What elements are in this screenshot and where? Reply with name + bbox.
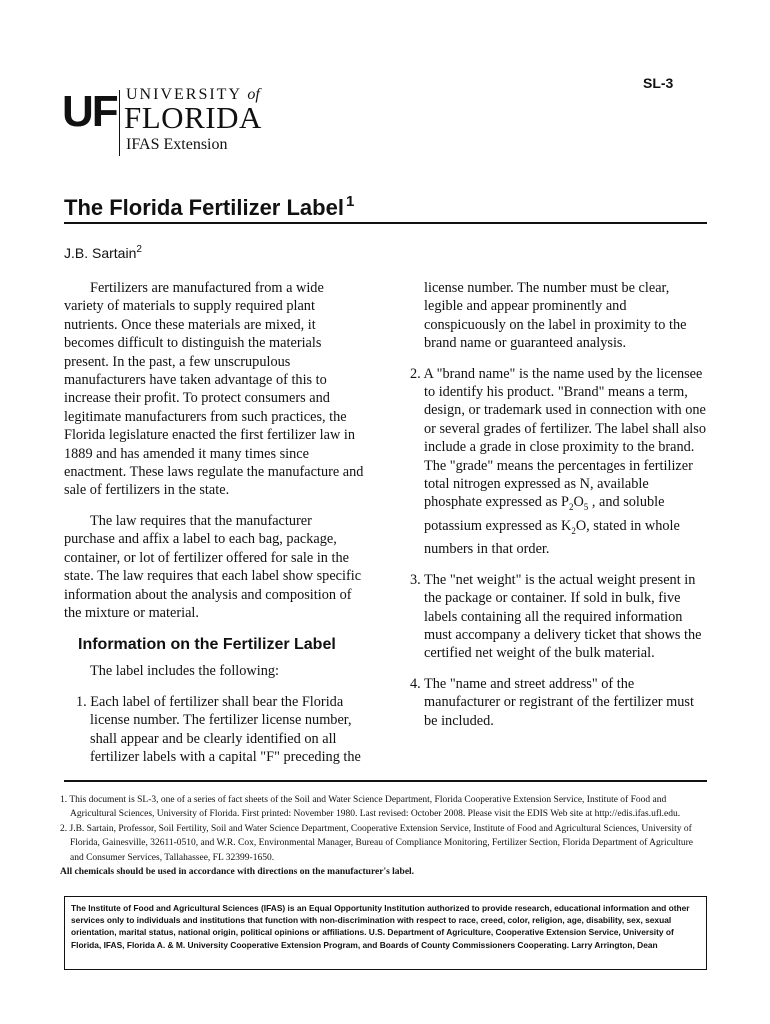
footnotes xyxy=(60,793,706,879)
author-line xyxy=(64,244,142,261)
logo-university: UNIVERSITY xyxy=(126,86,242,103)
list-item-2-text-c: , and soluble potassium expressed as K xyxy=(424,494,665,534)
list-item-2-text-b: O xyxy=(573,494,584,511)
title-text: The Florida Fertilizer Label xyxy=(64,195,344,220)
footnote-2: 2. J.B. Sartain, Professor, Soil Fertility, Soil and Water Science Department, Cooperative Extension Service, Institute of Food and Agricultural Sciences, University of Florida, Gainesville, 32611-0510, and W.R. Cox, Environmental Manager, Bureau of Compliance Monitoring, Fertilizer Section, Florida Department of Agriculture and Consumer Services, Tallahassee, FL 32399-1650. xyxy=(60,823,693,863)
author-name: J.B. Sartain xyxy=(64,245,137,261)
title-rule xyxy=(64,222,707,224)
left-column xyxy=(64,279,364,766)
page-title xyxy=(64,193,354,221)
footnote-1: 1. This document is SL-3, one of a series of fact sheets of the Soil and Water Science Department, Florida Cooperative Extension Service, Institute of Food and Agricultural Sciences, University of Florida. First printed: November 1980. Last revised: October 2008. Please visit the EDIS Web site at http://edis.ifas.ufl.edu. xyxy=(60,795,681,820)
intro-paragraph: Fertilizers are manufactured from a wide variety of materials to supply required plant nutrients. Once these materials are mixed, it becomes difficult to distinguish the materials present. In the past, a few unscrupulous manufacturers have taken advantage of this to increase their profit. To protect consumers and legitimate manufacturers from such practices, the Florida legislature enacted the first fertilizer law in 1889 and has amended it many times since enactment. These laws regulate the manufacture and sale of fertilizers in the state. xyxy=(64,280,364,499)
list-item-1: 1. Each label of fertilizer shall bear the Florida license number. The fertilizer license number, shall appear and be clearly identified on all fertilizer labels with a capital "F" preceding the xyxy=(76,693,361,765)
footnote-rule xyxy=(64,780,707,782)
logo-ifas-extension: IFAS Extension xyxy=(126,136,228,153)
list-item-3: 3. The "net weight" is the actual weight present in the package or container. If sold in bulk, five labels containing all the required information must accompany a delivery ticket that shows the certified net weight of the bulk material. xyxy=(410,571,702,662)
section-heading: Information on the Fertilizer Label xyxy=(78,636,336,654)
document-id: SL-3 xyxy=(643,75,674,91)
subscript-k2: 2 xyxy=(571,525,576,536)
author-footnote-ref: 2 xyxy=(136,244,142,255)
subscript-o5: 5 xyxy=(583,502,589,513)
list-item-1-continued: license number. The number must be clear, legible and appear prominently and conspicuously on the label in proximity to the brand name or guaranteed analysis. xyxy=(424,280,687,352)
subscript-p2: 2 xyxy=(568,502,574,513)
logo-of: of xyxy=(247,86,260,103)
right-column xyxy=(398,279,708,730)
uf-logo-mark: UF xyxy=(62,87,117,136)
list-item-2-text-a: 2. A "brand name" is the name used by the licensee to identify his product. "Brand" means a term, design, or trademark used in connection with one or several grades of fertilizer. The label shall also include a grade in close proximity to the brand. The "grade" means the percentages in fertilizer total nitrogen expressed as N, available phosphate expressed as P xyxy=(410,365,706,511)
title-footnote-ref: 1 xyxy=(345,193,355,210)
list-item-2-text-d: O, stated in whole numbers in that order. xyxy=(424,517,680,558)
list-item-2 xyxy=(398,365,708,559)
logo-divider xyxy=(119,90,120,156)
ifas-equal-opportunity-box: The Institute of Food and Agricultural Sciences (IFAS) is an Equal Opportunity Institution authorized to provide research, educational information and other services only to individuals and institutions that function with non-discrimination with respect to race, creed, color, religion, age, disability, sex, sexual orientation, marital status, national origin, political opinions or affiliations. U.S. Department of Agriculture, Cooperative Extension Service, University of Florida, IFAS, Florida A. & M. University Cooperative Extension Program, and Boards of County Commissioners Cooperating. Larry Arrington, Dean xyxy=(64,896,707,970)
uf-ifas-logo xyxy=(62,86,322,156)
chemicals-note: All chemicals should be used in accordance with directions on the manufacturer's label. xyxy=(60,867,415,878)
list-item-4: 4. The "name and street address" of the manufacturer or registrant of the fertilizer must be included. xyxy=(410,675,694,729)
list-intro: The label includes the following: xyxy=(90,663,279,680)
law-paragraph: The law requires that the manufacturer purchase and affix a label to each bag, package, container, or lot of fertilizer offered for sale in the state. The law requires that each label show specific information about the analysis and composition of the mixture or material. xyxy=(64,512,362,621)
logo-florida: FLORIDA xyxy=(124,100,262,135)
